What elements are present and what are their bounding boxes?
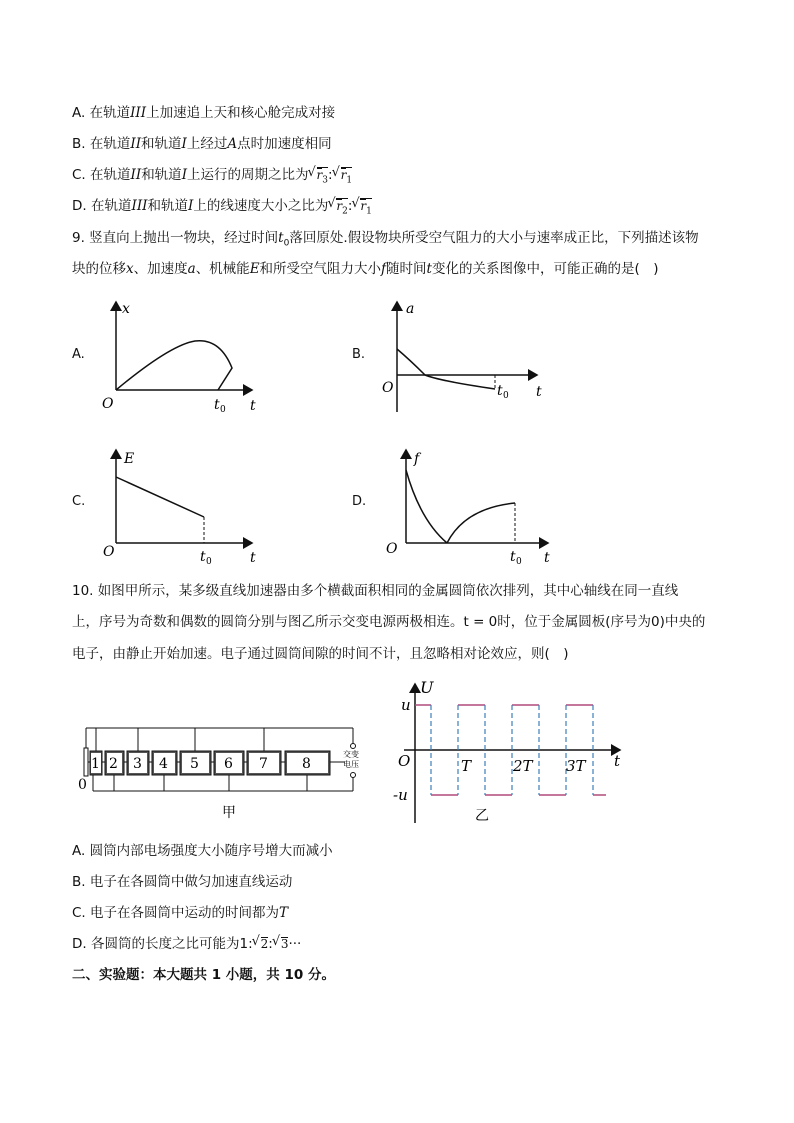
q9-stem-line2: 块的位移x、加速度a、机械能E和所受空气阻力大小f随时间t变化的关系图像中，可能正确的是( ) — [72, 261, 659, 277]
tube-7: 7 — [259, 756, 268, 772]
tube-5: 5 — [190, 756, 199, 772]
graph-c-t0sub: 0 — [206, 557, 212, 567]
figure-jia — [78, 728, 359, 821]
tube-8: 8 — [302, 756, 311, 772]
graph-a-origin: O — [102, 396, 114, 412]
tube-1: 1 — [91, 756, 100, 772]
plate-0: 0 — [78, 777, 87, 793]
sqrt-r1: √ $r_1$ — [333, 165, 352, 187]
graph-a-ylabel: x — [122, 301, 130, 317]
q10-option-a: A. 圆筒内部电场强度大小随序号增大而减小 — [72, 843, 333, 859]
graph-c-label: C. — [72, 494, 86, 509]
graph-c-tlabel: t — [250, 550, 256, 566]
sqrt-r1b: √ $r_1$ — [352, 196, 371, 218]
graph-d-t0sub: 0 — [516, 557, 522, 567]
graph-d-tlabel: t — [544, 550, 550, 566]
q10-option-c: C. 电子在各圆筒中运动的时间都为T — [72, 905, 289, 921]
axis-u-label: U — [420, 678, 434, 697]
tube-4: 4 — [159, 756, 168, 772]
q8-option-a: A. 在轨道III上加速追上天和核心舱完成对接 — [72, 105, 336, 121]
sqrt-r3: √ $r_3$ — [309, 165, 328, 187]
graph-a-t0sub: 0 — [220, 405, 226, 415]
fig-yi-caption: 乙 — [475, 808, 489, 824]
q8-option-d: D. 在轨道III和轨道I上的线速度大小之比为√ $r_2:√$ $r_1$ — [72, 196, 372, 218]
yi-origin: O — [398, 752, 411, 770]
tube-3: 3 — [133, 756, 142, 772]
axis-t-label: t — [614, 752, 621, 770]
tube-6: 6 — [224, 756, 233, 772]
graph-b-label: B. — [352, 347, 366, 362]
u-tick: u — [401, 696, 411, 714]
graph-b-t0sub: 0 — [503, 391, 509, 401]
graph-b-t0: t — [497, 383, 503, 399]
section-2-heading: 二、实验题：本大题共 1 小题，共 10 分。 — [72, 967, 335, 983]
tube-2: 2 — [109, 756, 118, 772]
graph-b-origin: O — [382, 380, 394, 396]
graph-c-t0: t — [200, 549, 206, 565]
q10-option-d: D. 各圆筒的长度之比可能为1:√ 2:√ 3··· — [72, 934, 301, 954]
q8-option-c: C. 在轨道II和轨道I上运行的周期之比为√ $r_3:√$ $r_1$ — [72, 165, 352, 187]
fig-jia-caption: 甲 — [222, 805, 236, 821]
figure-yi — [393, 678, 621, 824]
graph-a-tlabel: t — [250, 398, 256, 414]
source-label-1: 交变 — [343, 750, 359, 759]
graph-b-tlabel: t — [536, 384, 542, 400]
q10-stem-line2: 上，序号为奇数和偶数的圆筒分别与图乙所示交变电源两极相连。t = 0时，位于金属圆板(序号为0)中央的 — [72, 614, 706, 630]
q9-stem-line1: 9. 竖直向上抛出一物块，经过时间$t_0$落回原处.假设物块所受空气阻力的大小与速率成正比，下列描述该物 — [72, 230, 699, 249]
graph-d-label: D. — [352, 494, 367, 509]
sqrt-r2: √ $r_2$ — [328, 196, 347, 218]
source-label-2: 电压 — [343, 760, 359, 769]
q10-option-b: B. 电子在各圆筒中做匀加速直线运动 — [72, 874, 293, 890]
graph-d-ylabel: f — [414, 451, 420, 467]
graph-d-origin: O — [386, 541, 398, 557]
graph-c-origin: O — [103, 544, 115, 560]
graph-c-ylabel: E — [124, 451, 135, 467]
graph-a-t0: t — [214, 397, 220, 413]
tick-2T: 2T — [513, 757, 533, 775]
neg-u-tick: -u — [393, 786, 408, 804]
graph-b-ylabel: a — [406, 301, 415, 317]
q10-stem-line3: 电子，由静止开始加速。电子通过圆筒间隙的时间不计，且忽略相对论效应，则( ) — [72, 646, 569, 662]
tick-T: T — [461, 757, 472, 775]
graph-a-label: A. — [72, 347, 85, 362]
q8-option-b: B. 在轨道II和轨道I上经过A点时加速度相同 — [72, 136, 332, 152]
q10-stem-line1: 10. 如图甲所示，某多级直线加速器由多个横截面积相同的金属圆筒依次排列，其中心轴线在同一直线 — [72, 583, 679, 599]
graph-d-t0: t — [510, 549, 516, 565]
tick-3T: 3T — [566, 757, 586, 775]
